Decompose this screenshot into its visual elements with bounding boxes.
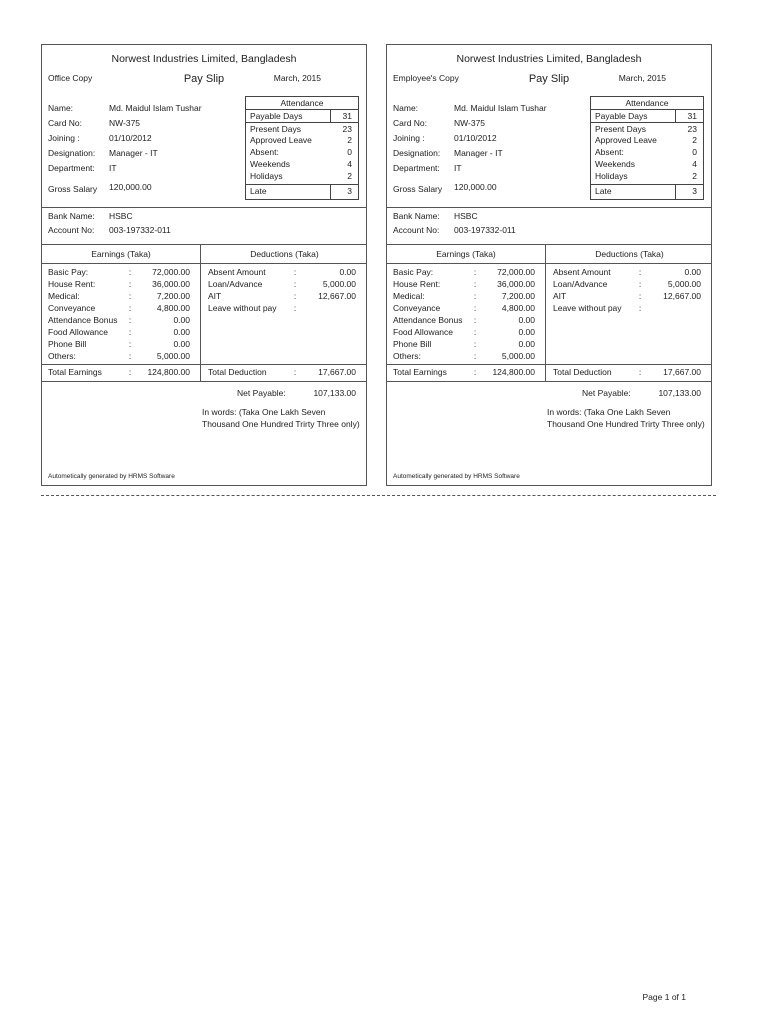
account-number: 003-197332-011 bbox=[454, 225, 516, 235]
holidays-value: 2 bbox=[692, 171, 697, 181]
earning-label: House Rent: bbox=[393, 279, 441, 289]
earning-label: Phone Bill bbox=[393, 339, 432, 349]
designation: Manager - IT bbox=[109, 148, 158, 158]
employee-name: Md. Maidul Islam Tushar bbox=[454, 103, 547, 113]
pay-slip-title: Pay Slip bbox=[528, 73, 570, 85]
weekends-value: 4 bbox=[692, 159, 697, 169]
amount-in-words: In words: (Taka One Lakh Seven Thousand One Hundred Trirty Three only) bbox=[202, 407, 360, 429]
colon: : bbox=[638, 367, 642, 377]
attendance-row-approved bbox=[246, 135, 358, 147]
colon: : bbox=[473, 327, 477, 337]
holidays-value: 2 bbox=[347, 171, 352, 181]
attendance-rule bbox=[591, 184, 703, 185]
earning-label: Basic Pay: bbox=[48, 267, 89, 277]
colon: : bbox=[128, 367, 132, 377]
earning-value: 0.00 bbox=[173, 327, 190, 337]
payable-days-label: Payable Days bbox=[250, 111, 303, 121]
deduction-label: Leave without pay bbox=[208, 303, 277, 313]
attendance-title: Attendance bbox=[591, 97, 703, 110]
section-divider bbox=[387, 263, 711, 264]
earning-label: Attendance Bonus bbox=[393, 315, 463, 325]
total-deduction-value: 17,667.00 bbox=[318, 367, 356, 377]
pay-slip-office-copy bbox=[41, 44, 367, 486]
weekends-value: 4 bbox=[347, 159, 352, 169]
colon: : bbox=[128, 339, 132, 349]
generated-by-footer: Autometically generated by HRMS Software bbox=[48, 473, 175, 480]
colon: : bbox=[638, 303, 642, 313]
deduction-value: 12,667.00 bbox=[663, 291, 701, 301]
total-deduction-label: Total Deduction bbox=[208, 367, 267, 377]
card-label: Card No: bbox=[48, 118, 83, 128]
bank-name: HSBC bbox=[109, 211, 133, 221]
attendance-rule bbox=[591, 122, 703, 123]
colon: : bbox=[293, 267, 297, 277]
section-divider bbox=[42, 244, 366, 245]
colon: : bbox=[293, 279, 297, 289]
colon: : bbox=[473, 291, 477, 301]
pay-month: March, 2015 bbox=[273, 73, 321, 83]
section-divider bbox=[387, 207, 711, 208]
earning-value: 0.00 bbox=[518, 327, 535, 337]
section-divider bbox=[42, 381, 366, 382]
total-earnings-label: Total Earnings bbox=[393, 367, 447, 377]
late-value: 3 bbox=[347, 186, 352, 196]
colon: : bbox=[473, 351, 477, 361]
net-payable-label: Net Payable: bbox=[582, 388, 631, 398]
card-number: NW-375 bbox=[454, 118, 486, 128]
total-earnings-value: 124,800.00 bbox=[492, 367, 535, 377]
amount-in-words: In words: (Taka One Lakh Seven Thousand One Hundred Trirty Three only) bbox=[547, 407, 705, 429]
earning-label: Phone Bill bbox=[48, 339, 87, 349]
attendance-rule bbox=[246, 184, 358, 185]
section-divider bbox=[42, 207, 366, 208]
account-label: Account No: bbox=[48, 225, 95, 235]
deductions-header: Deductions (Taka) bbox=[250, 249, 319, 259]
late-label: Late bbox=[595, 186, 612, 196]
earning-label: House Rent: bbox=[48, 279, 96, 289]
deduction-label: Absent Amount bbox=[208, 267, 266, 277]
copy-label: Office Copy bbox=[48, 73, 93, 83]
attendance-row-absent bbox=[246, 147, 358, 159]
earning-label: Others: bbox=[48, 351, 76, 361]
joining-label: Joining : bbox=[48, 133, 80, 143]
attendance-row-weekends bbox=[591, 159, 703, 171]
payable-days-value: 31 bbox=[687, 111, 697, 121]
earning-value: 7,200.00 bbox=[156, 291, 190, 301]
colon: : bbox=[293, 291, 297, 301]
card-label: Card No: bbox=[393, 118, 428, 128]
colon: : bbox=[638, 279, 642, 289]
section-divider bbox=[387, 381, 711, 382]
copy-label: Employee's Copy bbox=[393, 73, 459, 83]
pay-month: March, 2015 bbox=[618, 73, 666, 83]
earning-label: Medical: bbox=[48, 291, 80, 301]
holidays-label: Holidays bbox=[595, 171, 628, 181]
deduction-label: Loan/Advance bbox=[553, 279, 608, 289]
name-label: Name: bbox=[393, 103, 419, 113]
earning-label: Food Allowance bbox=[48, 327, 109, 337]
joining-date: 01/10/2012 bbox=[109, 133, 152, 143]
earning-value: 36,000.00 bbox=[497, 279, 535, 289]
gross-salary: 120,000.00 bbox=[109, 182, 152, 192]
colon: : bbox=[293, 367, 297, 377]
colon: : bbox=[128, 291, 132, 301]
colon: : bbox=[473, 303, 477, 313]
employee-name: Md. Maidul Islam Tushar bbox=[109, 103, 202, 113]
attendance-row-holidays bbox=[246, 171, 358, 183]
attendance-box bbox=[245, 96, 359, 200]
cut-line bbox=[41, 495, 716, 496]
holidays-label: Holidays bbox=[250, 171, 283, 181]
net-payable-value: 107,133.00 bbox=[658, 388, 701, 398]
department: IT bbox=[109, 163, 117, 173]
absent-value: 0 bbox=[692, 147, 697, 157]
colon: : bbox=[473, 315, 477, 325]
account-number: 003-197332-011 bbox=[109, 225, 171, 235]
earning-value: 4,800.00 bbox=[501, 303, 535, 313]
attendance-title: Attendance bbox=[246, 97, 358, 110]
column-divider bbox=[200, 244, 201, 381]
name-label: Name: bbox=[48, 103, 74, 113]
earning-value: 7,200.00 bbox=[501, 291, 535, 301]
colon: : bbox=[128, 315, 132, 325]
earning-value: 4,800.00 bbox=[156, 303, 190, 313]
colon: : bbox=[128, 351, 132, 361]
joining-date: 01/10/2012 bbox=[454, 133, 497, 143]
designation: Manager - IT bbox=[454, 148, 503, 158]
attendance-rule bbox=[246, 122, 358, 123]
present-days-label: Present Days bbox=[595, 124, 647, 134]
earning-label: Conveyance bbox=[393, 303, 441, 313]
attendance-row-absent bbox=[591, 147, 703, 159]
joining-label: Joining : bbox=[393, 133, 425, 143]
attendance-row-late bbox=[591, 186, 703, 198]
weekends-label: Weekends bbox=[595, 159, 636, 169]
bank-name: HSBC bbox=[454, 211, 478, 221]
late-value: 3 bbox=[692, 186, 697, 196]
total-earnings-label: Total Earnings bbox=[48, 367, 102, 377]
card-number: NW-375 bbox=[109, 118, 141, 128]
pay-slip-title: Pay Slip bbox=[183, 73, 225, 85]
payable-days-label: Payable Days bbox=[595, 111, 648, 121]
earning-value: 72,000.00 bbox=[497, 267, 535, 277]
absent-value: 0 bbox=[347, 147, 352, 157]
earning-label: Basic Pay: bbox=[393, 267, 434, 277]
gross-salary-label: Gross Salary bbox=[393, 184, 443, 194]
earning-value: 0.00 bbox=[173, 339, 190, 349]
attendance-box bbox=[590, 96, 704, 200]
present-days-value: 23 bbox=[687, 124, 697, 134]
payable-days-value: 31 bbox=[342, 111, 352, 121]
gross-salary: 120,000.00 bbox=[454, 182, 497, 192]
deduction-label: AIT bbox=[553, 291, 567, 301]
colon: : bbox=[293, 303, 297, 313]
net-payable-label: Net Payable: bbox=[237, 388, 286, 398]
late-label: Late bbox=[250, 186, 267, 196]
bank-name-label: Bank Name: bbox=[393, 211, 440, 221]
department: IT bbox=[454, 163, 462, 173]
bank-name-label: Bank Name: bbox=[48, 211, 95, 221]
earning-label: Attendance Bonus bbox=[48, 315, 118, 325]
column-divider bbox=[545, 244, 546, 381]
deduction-value: 0.00 bbox=[339, 267, 356, 277]
approved-leave-label: Approved Leave bbox=[250, 135, 312, 145]
deduction-value: 12,667.00 bbox=[318, 291, 356, 301]
present-days-label: Present Days bbox=[250, 124, 302, 134]
deduction-label: Loan/Advance bbox=[208, 279, 263, 289]
earning-value: 5,000.00 bbox=[501, 351, 535, 361]
earnings-header: Earnings (Taka) bbox=[91, 249, 151, 259]
colon: : bbox=[473, 279, 477, 289]
colon: : bbox=[638, 267, 642, 277]
deduction-label: AIT bbox=[208, 291, 222, 301]
earning-value: 0.00 bbox=[518, 315, 535, 325]
attendance-row-holidays bbox=[591, 171, 703, 183]
deduction-label: Absent Amount bbox=[553, 267, 611, 277]
earning-value: 0.00 bbox=[518, 339, 535, 349]
earning-label: Medical: bbox=[393, 291, 425, 301]
colon: : bbox=[128, 279, 132, 289]
designation-label: Designation: bbox=[393, 148, 441, 158]
weekends-label: Weekends bbox=[250, 159, 291, 169]
colon: : bbox=[473, 267, 477, 277]
account-label: Account No: bbox=[393, 225, 440, 235]
total-deduction-value: 17,667.00 bbox=[663, 367, 701, 377]
company-name: Norwest Industries Limited, Bangladesh bbox=[111, 53, 297, 65]
colon: : bbox=[638, 291, 642, 301]
company-name: Norwest Industries Limited, Bangladesh bbox=[456, 53, 642, 65]
section-divider bbox=[387, 364, 711, 365]
department-label: Department: bbox=[48, 163, 95, 173]
earnings-header: Earnings (Taka) bbox=[436, 249, 496, 259]
total-earnings-value: 124,800.00 bbox=[147, 367, 190, 377]
absent-label: Absent: bbox=[595, 147, 624, 157]
generated-by-footer: Autometically generated by HRMS Software bbox=[393, 473, 520, 480]
earning-value: 5,000.00 bbox=[156, 351, 190, 361]
absent-label: Absent: bbox=[250, 147, 279, 157]
approved-leave-label: Approved Leave bbox=[595, 135, 657, 145]
earning-label: Conveyance bbox=[48, 303, 96, 313]
pay-slip-employee-copy bbox=[386, 44, 712, 486]
section-divider bbox=[42, 364, 366, 365]
deduction-value: 0.00 bbox=[684, 267, 701, 277]
colon: : bbox=[473, 339, 477, 349]
earning-label: Others: bbox=[393, 351, 421, 361]
department-label: Department: bbox=[393, 163, 440, 173]
approved-leave-value: 2 bbox=[347, 135, 352, 145]
earning-value: 36,000.00 bbox=[152, 279, 190, 289]
attendance-row-approved bbox=[591, 135, 703, 147]
total-deduction-label: Total Deduction bbox=[553, 367, 612, 377]
earning-value: 0.00 bbox=[173, 315, 190, 325]
attendance-row-late bbox=[246, 186, 358, 198]
section-divider bbox=[387, 244, 711, 245]
colon: : bbox=[128, 267, 132, 277]
present-days-value: 23 bbox=[342, 124, 352, 134]
earning-value: 72,000.00 bbox=[152, 267, 190, 277]
section-divider bbox=[42, 263, 366, 264]
approved-leave-value: 2 bbox=[692, 135, 697, 145]
gross-salary-label: Gross Salary bbox=[48, 184, 98, 194]
deduction-label: Leave without pay bbox=[553, 303, 622, 313]
colon: : bbox=[128, 327, 132, 337]
colon: : bbox=[473, 367, 477, 377]
attendance-row-weekends bbox=[246, 159, 358, 171]
deduction-value: 5,000.00 bbox=[667, 279, 701, 289]
designation-label: Designation: bbox=[48, 148, 96, 158]
deductions-header: Deductions (Taka) bbox=[595, 249, 664, 259]
earning-label: Food Allowance bbox=[393, 327, 454, 337]
deduction-value: 5,000.00 bbox=[322, 279, 356, 289]
net-payable-value: 107,133.00 bbox=[313, 388, 356, 398]
page-number: Page 1 of 1 bbox=[642, 992, 686, 1002]
colon: : bbox=[128, 303, 132, 313]
